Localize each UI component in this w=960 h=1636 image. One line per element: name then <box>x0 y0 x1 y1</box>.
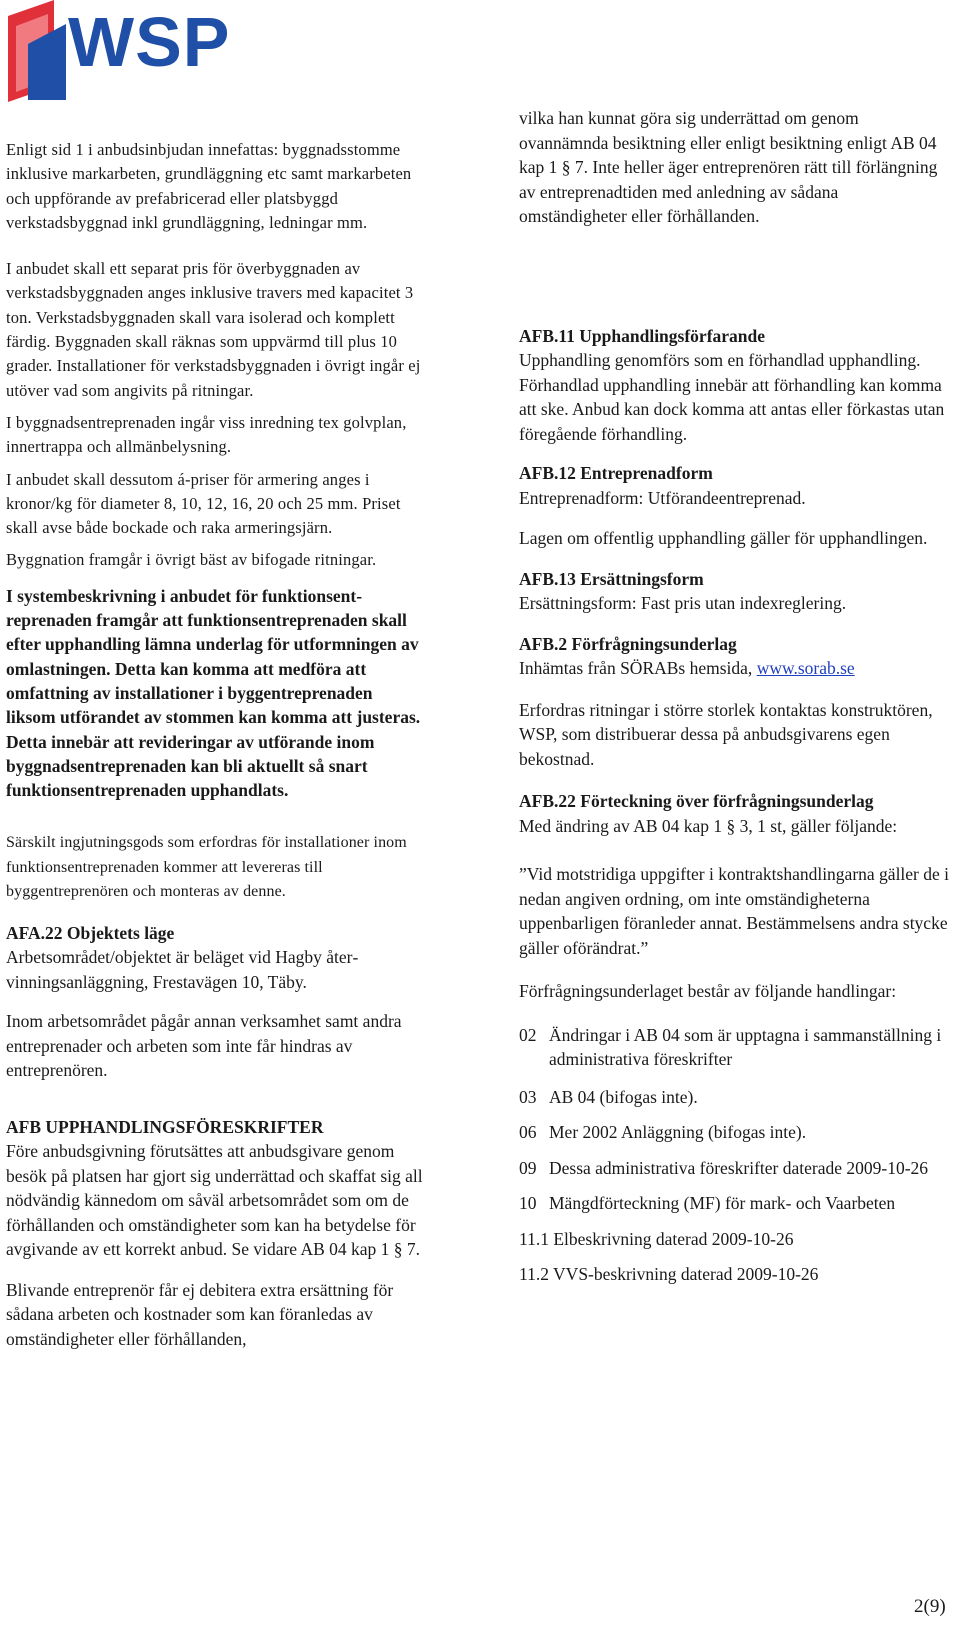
list-item-text: Dessa administrativa föreskrifter daterade 2009-10-26 <box>549 1157 929 1178</box>
afb22-text: Med ändring av AB 04 kap 1 § 3, 1 st, gäller följande: <box>519 815 898 836</box>
extra-compensation-paragraph: Blivande entreprenör får ej debitera extra ersättning för sådana arbeten och kostnader som kan föranledas av omständigheter eller förhållanden, <box>6 1279 394 1349</box>
right-column <box>519 106 949 1287</box>
afb13-text: Ersättningsform: Fast pris utan indexreglering. <box>519 593 847 613</box>
afb2-text <box>519 656 949 681</box>
scope-paragraph: Enligt sid 1 i anbudsinbjudan innefattas: byggnadsstomme inklusive markarbeten, grundläggning etc samt markarbeten och uppförande av prefabricerad eller platsbyggd verkstadsbyggnad inkl grundläggning, ledningar mm. <box>6 140 412 232</box>
sorab-link[interactable]: www.sorab.se <box>756 658 855 678</box>
afb12-text: Entreprenadform: Utförandeentreprenad. <box>519 487 806 508</box>
afb2-text-prefix: Inhämtas från SÖRABs hemsida, <box>519 658 757 678</box>
page-number: 2(9) <box>914 1596 946 1617</box>
list-item <box>519 1156 949 1181</box>
list-intro: Förfrågningsunderlaget består av följande handlingar: <box>519 981 897 1001</box>
list-item <box>519 1023 949 1072</box>
left-column <box>6 138 426 1351</box>
logo-text: WSP <box>68 3 230 81</box>
list-item-number: 02 <box>519 1024 537 1045</box>
afb-heading: AFB UPPHANDLINGSFÖRESKRIFTER <box>6 1116 324 1137</box>
list-item-number: 11.1 <box>519 1228 549 1249</box>
list-item <box>519 1085 949 1110</box>
afb22-heading: AFB.22 Förteckning över förfrågningsunderlag <box>519 791 874 811</box>
list-item-number: 03 <box>519 1086 537 1107</box>
continued-paragraph: vilka han kunnat göra sig underrättad om genom ovannämnda besiktning eller enligt besiktning enligt AB 04 kap 1 § 7. Inte heller äger entreprenören rätt till förlängning av entreprenadtiden med anledning av sådana omständigheter eller förhållanden. <box>519 108 938 226</box>
wsp-logo <box>4 0 230 102</box>
list-item-text: AB 04 (bifogas inte). <box>549 1086 698 1107</box>
afb11-text: Upphandling genomförs som en förhandlad upphandling. Förhandlad upphandling innebär att förhandling kan komma att ske. Anbud kan dock komma att antas eller förkastas utan föregående förhandling. <box>519 350 945 444</box>
casting-goods-paragraph: Särskilt ingjutningsgods som erfordras för installationer inom funktionsentreprenaden kommer att levereras till byggentreprenören och monteras av denne. <box>6 834 407 901</box>
afb11-heading: AFB.11 Upphandlingsförfarande <box>519 325 766 346</box>
list-item-number: 06 <box>519 1122 537 1142</box>
list-item-number: 09 <box>519 1157 537 1178</box>
system-description-paragraph: I systembeskrivning i anbudet för funktionsentreprenaden framgår att funktionsentreprenaden skall efter upphandling lämna underlag för utformningen av omlastningen. Detta kan komma att medföra att omfattning av installationer i byggentreprenaden liksom utförandet av stommen kan komma att justeras. Detta innebär att revideringar av utförande inom byggnadsentreprenaden kan bli aktuellt så snart funktionsentreprenaden upphandlats. <box>6 585 421 801</box>
larger-drawings-paragraph: Erfordras ritningar i större storlek kontaktas konstruktören, WSP, som distribuerar dessa på anbudsgivarens egen bekostnad. <box>519 699 933 769</box>
drawings-paragraph: Byggnation framgår i övrigt bäst av bifogade ritningar. <box>6 550 377 570</box>
lou-paragraph: Lagen om offentlig upphandling gäller för upphandlingen. <box>519 528 928 548</box>
list-item-text: Mer 2002 Anläggning (bifogas inte). <box>549 1122 807 1142</box>
separate-price-paragraph: I anbudet skall ett separat pris för överbyggnaden av verkstadsbyggnaden anges inklusive travers med kapacitet 3 ton. Verkstadsbyggnaden skall vara isolerad och komplett färdig. Byggnaden skall räknas som uppvärmd till plus 10 grader. Installationer för verkstadsbyggnaden i övrigt ingår ej utöver vad som angivits på ritningar. <box>6 259 421 400</box>
list-item <box>519 1227 949 1252</box>
list-item-text: Ändringar i AB 04 som är upptagna i sammanställning i administrativa föreskrifter <box>549 1024 942 1069</box>
afb2-heading: AFB.2 Förfrågningsunderlag <box>519 633 737 654</box>
interior-paragraph: I byggnadsentreprenaden ingår viss inredning tex golvplan, innertrappa och allmänbelysning. <box>6 412 407 457</box>
afb12-heading: AFB.12 Entreprenadform <box>519 463 713 483</box>
list-item-number: 11.2 <box>519 1264 549 1284</box>
list-item <box>519 1120 949 1145</box>
list-item-number: 10 <box>519 1193 537 1213</box>
list-item-text: Elbeskrivning daterad 2009-10-26 <box>553 1228 794 1249</box>
list-item-text: Mängdförteckning (MF) för mark- och Vaarbeten <box>549 1193 896 1213</box>
list-item <box>519 1262 949 1287</box>
afa22-heading: AFA.22 Objektets läge <box>6 922 175 943</box>
afb13-heading: AFB.13 Ersättningsform <box>519 568 704 589</box>
list-item <box>519 1191 949 1216</box>
afa22-text: Arbetsområdet/objektet är beläget vid Hagby återvinningsanläggning, Frestavägen 10, Täby. <box>6 947 359 992</box>
afb-text: Före anbudsgivning förutsättes att anbudsgivare genom besök på platsen har gjort sig underrättad och skaffat sig all nödvändig kännedom om såväl arbetsområdet som om de förhållanden och omständigheter som kan ha betydelse för avgivande av ett korrekt anbud. Se vidare AB 04 kap 1 § 7. <box>6 1141 423 1260</box>
list-item-text: VVS-beskrivning daterad 2009-10-26 <box>553 1264 819 1284</box>
other-activity-paragraph: Inom arbetsområdet pågår annan verksamhet samt andra entreprenader och arbeten som inte får hindras av entreprenören. <box>6 1011 402 1081</box>
priority-quote: ”Vid motstridiga uppgifter i kontraktshandlingarna gäller de i nedan angiven ordning, om inte omständigheterna uppenbarligen föranleder annat. Bestämmelsens andra stycke gäller oförändrat.” <box>519 864 950 958</box>
rebar-price-paragraph: I anbudet skall dessutom á-priser för armering anges i kronor/kg för diameter 8, 10, 12, 16, 20 och 25 mm. Priset skall avse både bockade och raka armeringsjärn. <box>6 469 401 538</box>
document-list <box>519 1023 949 1287</box>
